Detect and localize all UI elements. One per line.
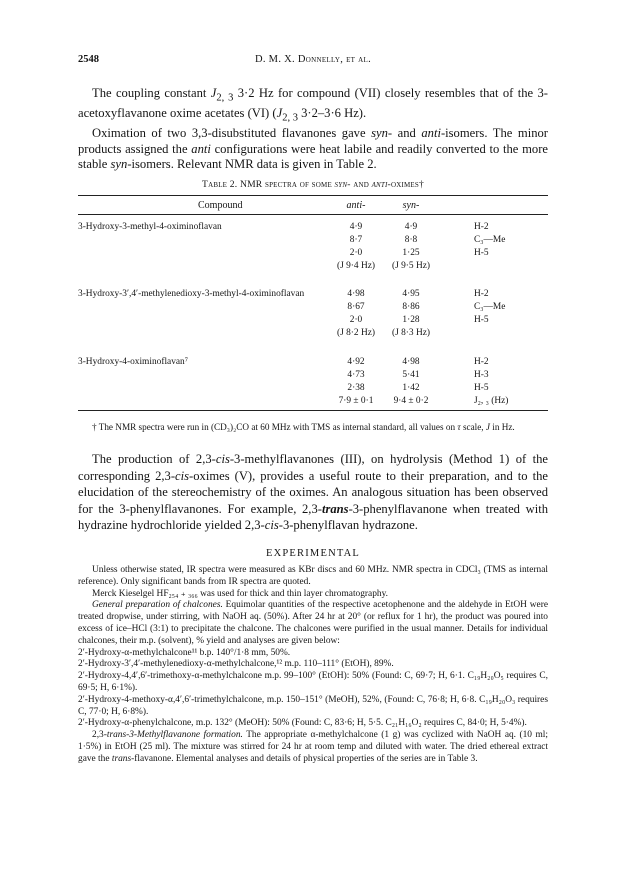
table-cell-assignment: H-2 bbox=[474, 289, 489, 299]
table-cell-compound: 3-Hydroxy-3-methyl-4-oximinoflavan bbox=[78, 222, 222, 232]
table-cell-syn: 9·4 ± 0·2 bbox=[393, 396, 429, 406]
chalcone-entry: 2′-Hydroxy-4,4′,6′-trimethoxy-α-methylchalcone m.p. 99–100° (EtOH): 50% (Found: C, 69·7; H, 6·1. C₁₉H₂₀O₅ requires C, 69·5; H, 6·1%). bbox=[78, 671, 548, 693]
table-cell-assignment: H-2 bbox=[474, 357, 489, 367]
paragraph-oximation: Oximation of two 3,3-disubstituted flavanones gave syn- and anti-isomers. The minor products assigned the anti configurations were heat labile and readily converted to the more stable syn-isomers. Relevant NMR data is given in Table 2. bbox=[78, 126, 548, 172]
table-cell-anti: 2·38 bbox=[347, 383, 365, 393]
table-cell-anti: 2·0 bbox=[349, 315, 363, 325]
chalcone-entry: 2′-Hydroxy-α-methylchalcone¹¹ b.p. 140°/1·8 mm, 50%. bbox=[78, 647, 291, 658]
table-cell-anti: 4·73 bbox=[347, 370, 365, 380]
table-cell-anti: 4·9 bbox=[349, 222, 363, 232]
table-cell-syn: 8·8 bbox=[404, 235, 418, 245]
table-top-rule bbox=[78, 195, 548, 196]
table-cell-compound: 3-Hydroxy-4-oximinoflavan⁷ bbox=[78, 357, 189, 367]
experimental-paragraph: 2,3-trans-3-Methylflavanone formation. The appropriate α-methylchalcone (1 g) was cyclized with NaOH aq. (10 ml; 1·5%) in EtOH (25 ml). The mixture was stirred for 24 hr at room temp and diluted with water. The dried ethereal extract gave the trans-flavanone. Elemental analyses and details of physical properties of the series are in Table 3. bbox=[78, 730, 548, 764]
page-number: 2548 bbox=[78, 54, 99, 65]
table-cell-syn: 4·98 bbox=[402, 357, 420, 367]
paragraph-coupling-constant: The coupling constant $J_{2, 3}$ 3·2 Hz for compound (VII) closely resembles that of the 3-acetoxyflavanone oxime acetates (VI) ($J_{2, 3}$ 3·2–3·6 Hz). bbox=[78, 86, 548, 124]
table-header-anti: anti- bbox=[346, 200, 366, 211]
table-cell-anti: (J 9·4 Hz) bbox=[336, 261, 375, 271]
intro-text bbox=[78, 86, 548, 173]
table-cell-syn: 8·86 bbox=[402, 302, 420, 312]
table-cell-assignment: C₃—Me bbox=[474, 235, 506, 245]
table-cell-syn: 1·28 bbox=[402, 315, 420, 325]
table-cell-syn: 4·9 bbox=[404, 222, 418, 232]
experimental-text bbox=[78, 565, 548, 766]
chalcone-entry: 2′-Hydroxy-3′,4′-methylenedioxy-α-methylchalcone,¹² m.p. 110–111° (EtOH), 89%. bbox=[78, 659, 394, 670]
table-cell-assignment: H-5 bbox=[474, 248, 489, 258]
table-cell-syn: 5·41 bbox=[402, 370, 420, 380]
table-header-compound: Compound bbox=[198, 200, 243, 211]
table-cell-anti: 2·0 bbox=[349, 248, 363, 258]
table-cell-syn: 4·95 bbox=[402, 289, 420, 299]
table-cell-anti: 7·9 ± 0·1 bbox=[338, 396, 374, 406]
table-cell-anti: 4·92 bbox=[347, 357, 365, 367]
experimental-paragraph: Merck Kieselgel HF₂₅₄ ₊ ₃₆₆ was used for thick and thin layer chromatography. bbox=[92, 588, 389, 599]
table-cell-anti: 8·7 bbox=[349, 235, 363, 245]
table-header-syn: syn- bbox=[402, 200, 420, 211]
section-heading-experimental: EXPERIMENTAL bbox=[265, 548, 361, 559]
chalcone-entry: 2′-Hydroxy-4-methoxy-α,4′,6′-trimethylchalcone, m.p. 150–151° (MeOH), 52%, (Found: C, 76·8; H, 6·8. C₁₉H₂₀O₃ requires C, 77·0; H, 6·8%). bbox=[78, 694, 548, 717]
table-caption: Table 2. NMR spectra of some syn- and anti-oximes† bbox=[202, 179, 424, 190]
table-cell-anti: 8·67 bbox=[347, 302, 365, 312]
running-head bbox=[78, 54, 548, 70]
table-cell-syn: 1·25 bbox=[402, 248, 420, 258]
table-cell-syn: (J 8·3 Hz) bbox=[391, 328, 430, 338]
table-cell-anti: 4·98 bbox=[347, 289, 365, 299]
body-text bbox=[78, 451, 548, 534]
running-title: D. M. X. Donnelly, et al. bbox=[254, 54, 372, 65]
table-header-rule bbox=[78, 214, 548, 215]
table-cell-anti: (J 8·2 Hz) bbox=[336, 328, 375, 338]
experimental-paragraph: Unless otherwise stated, IR spectra were measured as KBr discs and 60 MHz. NMR spectra in CDCl₃ (TMS as internal reference). Only significant bands from IR spectra are quoted. bbox=[78, 565, 548, 587]
table-cell-assignment: H-5 bbox=[474, 315, 489, 325]
table-cell-assignment: C₃—Me bbox=[474, 302, 506, 312]
table-cell-assignment: H-3 bbox=[474, 370, 489, 380]
table-cell-compound: 3-Hydroxy-3′,4′-methylenedioxy-3-methyl-4-oximinoflavan bbox=[78, 289, 305, 299]
chalcone-entry: 2′-Hydroxy-α-phenylchalcone, m.p. 132° (MeOH): 50% (Found: C, 83·6; H, 5·5. C₂₁H₁₆O₂ requires C, 84·0; H, 5·4%). bbox=[78, 718, 527, 729]
paragraph-production: The production of 2,3-cis-3-methylflavanones (III), on hydrolysis (Method 1) of the corresponding 2,3-cis-oximes (V), provides a useful route to their preparation, and to the elucidation of the stereochemistry of the oximes. An analogous situation has been observed for the 3-phenylflavanones. For example, 2,3-trans-3-phenylflavanone when treated with hydrazine hydrochloride yielded 2,3-cis-3-phenylflavan hydrazone. bbox=[78, 452, 549, 532]
table-footnote: † The NMR spectra were run in (CD₃)₂CO at 60 MHz with TMS as internal standard, all values on τ scale, J in Hz. bbox=[92, 422, 515, 432]
experimental-paragraph: General preparation of chalcones. Equimolar quantities of the respective acetophenone and the aldehyde in EtOH were treated dropwise, under stirring, with NaOH aq. (50%). After 24 hr at 20° (or reflux for 1 hr), the product was poured into excess of ice–HCl (3:1) to precipitate the chalcone. The chalcones were purified in the usual manner. Details for individual chalcones, their m.p. (solvent), % yield and analyses are given below: bbox=[78, 600, 548, 646]
table-cell-assignment: H-5 bbox=[474, 383, 489, 393]
table-bottom-rule bbox=[78, 410, 548, 411]
table-cell-assignment: H-2 bbox=[474, 222, 489, 232]
table-cell-syn: 1·42 bbox=[402, 383, 420, 393]
table-cell-assignment: J₂, ₃ (Hz) bbox=[474, 396, 509, 406]
table-cell-syn: (J 9·5 Hz) bbox=[391, 261, 430, 271]
